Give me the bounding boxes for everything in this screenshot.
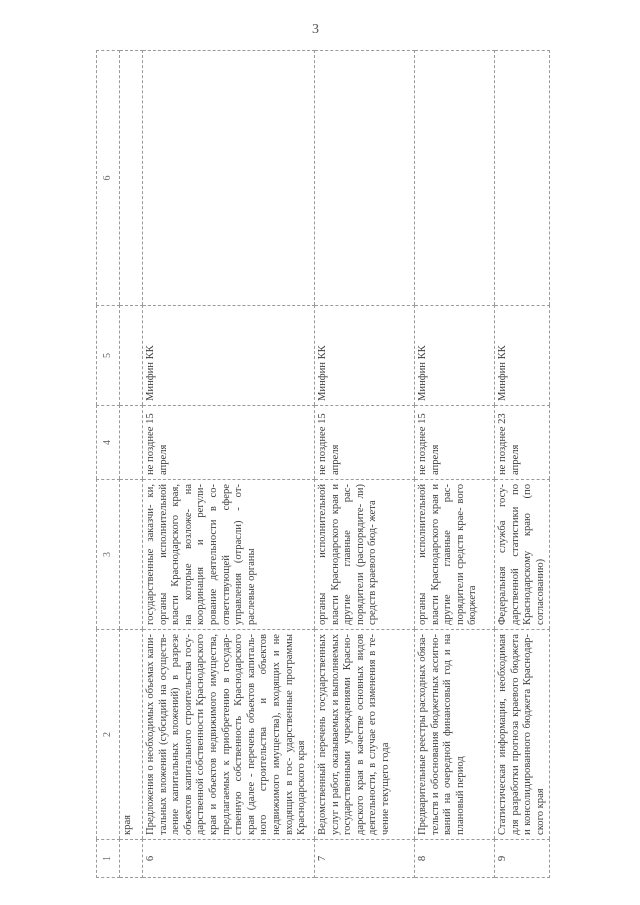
- cell-num: [120, 840, 143, 878]
- cell-recipient: [120, 306, 143, 406]
- cell-recipient: Минфин КК: [143, 306, 315, 406]
- cell-recipient: Минфин КК: [495, 306, 550, 406]
- cell-note: [495, 51, 550, 306]
- document-table: [96, 50, 550, 878]
- cell-num: 9: [495, 840, 550, 878]
- table-header-row: [97, 51, 120, 878]
- table-row: [415, 51, 495, 878]
- cell-deadline: не позднее 15 апреля: [315, 406, 415, 480]
- cell-deadline: не позднее 15 апреля: [143, 406, 315, 480]
- cell-deadline: не позднее 15 апреля: [415, 406, 495, 480]
- cell-responsible: государственные заказчи- ки, органы исполнительной власти Краснодарского края, на которые возложе- на координация и регули- рование деятельности в со- ответствующей сфере управления (отрасли) - от- раслевые органы: [143, 480, 315, 630]
- cell-deadline: [120, 406, 143, 480]
- header-col-3: 3: [97, 480, 120, 630]
- table-row: [315, 51, 415, 878]
- table-row: [143, 51, 315, 878]
- cell-num: 6: [143, 840, 315, 878]
- cell-recipient: Минфин КК: [315, 306, 415, 406]
- cell-description: Ведомственный перечень государственных услуг и работ, оказываемых и выполняемых государственными учреждениями Красно- дарского края в качестве основных видов деятельности, в случае его изменения в те- чение текущего года: [315, 630, 415, 840]
- cell-num: 7: [315, 840, 415, 878]
- cell-note: [415, 51, 495, 306]
- cell-note: [143, 51, 315, 306]
- header-col-6: 6: [97, 51, 120, 306]
- cell-responsible: [120, 480, 143, 630]
- cell-num: 8: [415, 840, 495, 878]
- table-row-continuation: [120, 51, 143, 878]
- cell-description: Предложения о необходимых объемах капи- тальных вложений (субсидий на осуществ- ление капитальных вложений) в разрезе объектов капитального строительства госу- дарственной собственности Краснодарского края и объектов недвижимого имущества, предлагаемых к приобретению в государ- ственную собственность Краснодарского края (далее - перечень объектов капиталь- ного строительства и объектов недвижимого имущества), входящих и не входящих в гос- ударственные программы Краснодарского края: [143, 630, 315, 840]
- cell-responsible: органы исполнительной власти Краснодарского края и другие главные рас- порядители средств крае- вого бюджета: [415, 480, 495, 630]
- cell-deadline: не позднее 23 апреля: [495, 406, 550, 480]
- page-number: 3: [312, 22, 319, 37]
- cell-note: [120, 51, 143, 306]
- header-col-2: 2: [97, 630, 120, 840]
- cell-note: [315, 51, 415, 306]
- header-col-1: 1: [97, 840, 120, 878]
- header-col-5: 5: [97, 306, 120, 406]
- table-row: [495, 51, 550, 878]
- cell-description: края: [120, 630, 143, 840]
- rotated-table-container: [96, 50, 548, 878]
- cell-responsible: органы исполнительной власти Краснодарского края и другие главные рас- порядители (распорядите- ли) средств краевого бюд- жета: [315, 480, 415, 630]
- header-col-4: 4: [97, 406, 120, 480]
- cell-description: Предварительные реестры расходных обяза- тельств и обоснования бюджетных ассигно- ваний на очередной финансовый год и на плановый период: [415, 630, 495, 840]
- cell-description: Статистическая информация, необходимая для разработки прогноза краевого бюджета и консолидированного бюджета Краснодар- ского края: [495, 630, 550, 840]
- cell-recipient: Минфин КК: [415, 306, 495, 406]
- cell-responsible: Федеральная служба госу- дарственной статистики по Краснодарскому краю (по согласованию): [495, 480, 550, 630]
